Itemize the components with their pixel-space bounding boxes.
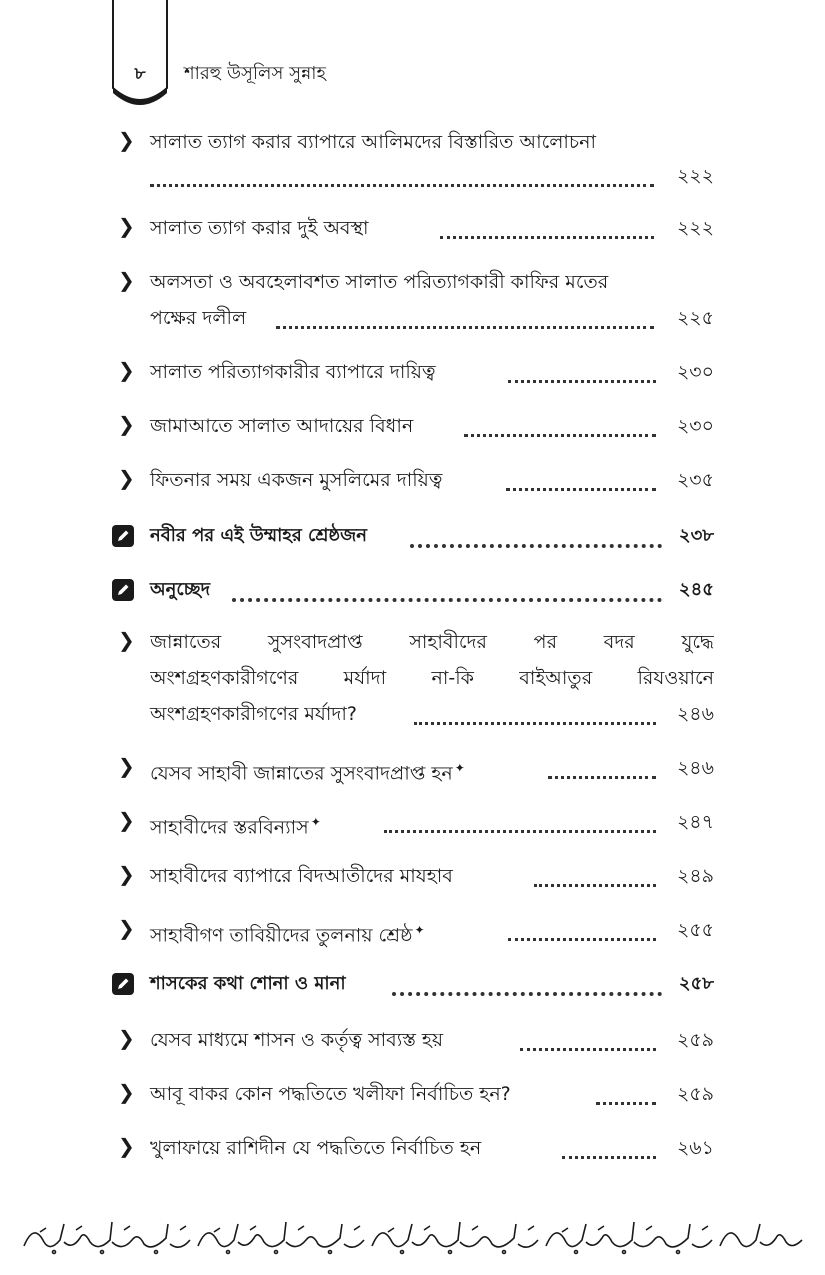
toc-entry-title: আবূ বাকর কোন পদ্ধতিতে খলীফা নির্বাচিত হন?: [150, 1083, 511, 1105]
chevron-right-icon: ❯: [118, 358, 135, 382]
dot-leader: [440, 216, 654, 239]
toc-entry-title: সালাত পরিত্যাগকারীর ব্যাপারে দায়িত্ব: [150, 361, 436, 383]
chevron-right-icon: ❯: [118, 1026, 135, 1050]
chevron-right-icon: ❯: [118, 916, 135, 940]
edit-icon: [112, 973, 134, 995]
chevron-right-icon: ❯: [118, 1134, 135, 1158]
toc-entry-title: যেসব মাধ্যমে শাসন ও কর্তৃত্ব সাব্যস্ত হয়: [150, 1029, 444, 1051]
toc-entry-title: খুলাফায়ে রাশিদীন যে পদ্ধতিতে নির্বাচিত হন: [150, 1137, 482, 1159]
toc-entry-title: সাহাবীদের ব্যাপারে বিদআতীদের মাযহাব: [150, 865, 453, 887]
toc-entry-title: জামাআতে সালাত আদায়ের বিধান: [150, 415, 414, 437]
dot-leader: [384, 810, 656, 833]
chevron-right-icon: ❯: [118, 628, 135, 652]
dot-leader: [534, 864, 656, 887]
page-number-tab: [112, 0, 168, 108]
toc-entry-title: যেসব সাহাবী জান্নাতের সুসংবাদপ্রাপ্ত হন ✦: [150, 761, 465, 785]
chevron-right-icon: ❯: [118, 214, 135, 238]
toc-page-number: ২৪৭: [676, 811, 714, 833]
page-number: ৮: [134, 64, 146, 84]
sparkle-icon: ✦: [310, 815, 321, 829]
toc-entry-title-line2: পক্ষের দলীল: [150, 307, 247, 329]
toc-page-number: ২৬১: [676, 1137, 714, 1159]
chevron-right-icon: ❯: [118, 808, 135, 832]
toc-entry-title-line3: অংশগ্রহণকারীগণের মর্যাদা?: [150, 703, 357, 725]
toc-page-number: ২২২: [676, 217, 714, 239]
toc-page-number: ২৩০: [676, 361, 714, 383]
dot-leader: [508, 360, 656, 383]
toc-page-number: ২২২: [676, 165, 714, 187]
dot-leader: [562, 1136, 656, 1159]
toc-entry-title: অলসতা ও অবহেলাবশত সালাত পরিত্যাগকারী কাফির মতের: [150, 271, 609, 293]
dot-leader: [464, 414, 656, 437]
chevron-right-icon: ❯: [118, 466, 135, 490]
toc-page-number: ২৩০: [676, 415, 714, 437]
toc-page-number: ২৪৯: [676, 865, 714, 887]
chevron-right-icon: ❯: [118, 128, 135, 152]
chevron-right-icon: ❯: [118, 1080, 135, 1104]
dot-leader: [508, 918, 656, 941]
dot-leader: [596, 1082, 656, 1105]
toc-page-number: ২৪৫: [678, 579, 714, 600]
dot-leader: [150, 164, 654, 187]
edit-icon: [112, 525, 134, 547]
dot-leader: [410, 524, 662, 548]
toc-entry-title: সাহাবীগণ তাবিয়ীদের তুলনায় শ্রেষ্ঠ ✦: [150, 923, 425, 947]
toc-entry-title: অনুচ্ছেদ: [150, 579, 211, 600]
chevron-right-icon: ❯: [118, 268, 135, 292]
dot-leader: [520, 1028, 656, 1051]
toc-entry-title: জান্নাতের সুসংবাদপ্রাপ্ত সাহাবীদের পর বদর যুদ্ধে: [150, 631, 714, 653]
dot-leader: [232, 578, 662, 602]
toc-entry-title: সালাত ত্যাগ করার ব্যাপারে আলিমদের বিস্তারিত আলোচনা: [150, 131, 597, 153]
chevron-right-icon: ❯: [118, 754, 135, 778]
footer-calligraphy-ornament: [20, 1212, 805, 1258]
dot-leader: [276, 306, 654, 329]
toc-page-number: ২৪৬: [676, 703, 714, 725]
book-title: শারহু উসূলিস সুন্নাহ: [184, 63, 326, 84]
toc-entry-title: সাহাবীদের স্তরবিন্যাস ✦: [150, 815, 321, 839]
toc-page-number: ২৫৫: [676, 919, 714, 941]
toc-entry-title-line2: অংশগ্রহণকারীগণের মর্যাদা না-কি বাইআতুর রিযওয়ানে: [150, 667, 714, 689]
toc-entry-title: সালাত ত্যাগ করার দুই অবস্থা: [150, 217, 369, 239]
toc-page-number: ২৩৮: [678, 525, 714, 546]
dot-leader: [414, 702, 656, 725]
sparkle-icon: ✦: [454, 761, 465, 775]
edit-icon: [112, 579, 134, 601]
toc-entry-title: নবীর পর এই উম্মাহর শ্রেষ্ঠজন: [150, 525, 367, 546]
toc-page-number: ২৫৯: [676, 1083, 714, 1105]
toc-entry-title: ফিতনার সময় একজন মুসলিমের দায়িত্ব: [150, 469, 443, 491]
chevron-right-icon: ❯: [118, 862, 135, 886]
dot-leader: [506, 468, 656, 491]
toc-entry-title: শাসকের কথা শোনা ও মানা: [150, 973, 346, 994]
toc-page-number: ২৫৯: [676, 1029, 714, 1051]
dot-leader: [392, 972, 662, 996]
toc-page-number: ২৫৮: [678, 973, 714, 994]
toc-page-number: ২৪৬: [676, 757, 714, 779]
sparkle-icon: ✦: [414, 923, 425, 937]
toc-page-number: ২৩৫: [676, 469, 714, 491]
chevron-right-icon: ❯: [118, 412, 135, 436]
dot-leader: [548, 756, 656, 779]
toc-page-number: ২২৫: [676, 307, 714, 329]
